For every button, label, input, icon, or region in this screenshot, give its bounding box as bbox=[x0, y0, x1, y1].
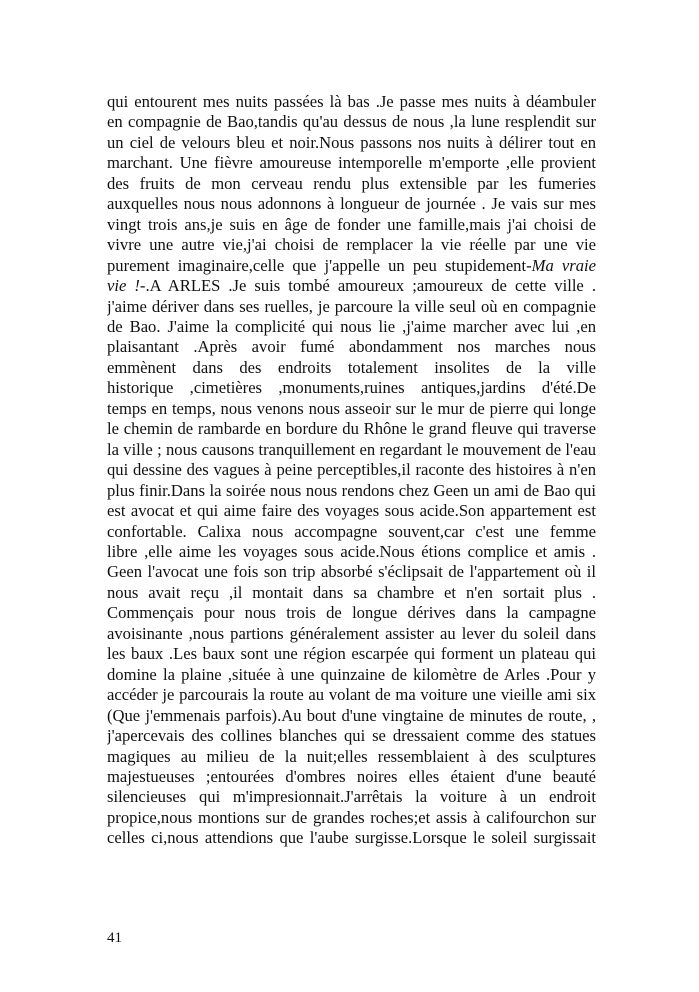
italic-text-segment: Ma vraie bbox=[531, 255, 596, 275]
text-segment: historique ,cimetières ,monuments,ruines antiques,jardins d'été.De bbox=[107, 378, 596, 398]
text-segment: vivre une autre vie,j'ai choisi de remplacer la vie réelle par une vie bbox=[107, 235, 596, 255]
text-line bbox=[107, 767, 596, 787]
text-segment: avoisinante ,nous partions généralement assister au lever du soleil dans bbox=[107, 623, 596, 643]
text-segment: (Que j'emmenais parfois).Au bout d'une vingtaine de minutes de route, , bbox=[107, 705, 596, 725]
text-line bbox=[107, 562, 596, 582]
text-line bbox=[107, 174, 596, 194]
text-segment: silencieuses qui m'impresionnait.J'arrêtais la voiture à un endroit bbox=[107, 787, 596, 807]
text-segment: majestueuses ;entourées d'ombres noires elles étaient d'une beauté bbox=[107, 766, 596, 786]
text-segment: plus finir.Dans la soirée nous nous rendons chez Geen un ami de Bao qui bbox=[107, 480, 596, 500]
text-line bbox=[107, 787, 596, 807]
text-segment: domine la plaine ,située à une quinzaine de kilomètre de Arles .Pour y bbox=[107, 664, 596, 684]
text-line bbox=[107, 297, 596, 317]
text-segment: j'apercevais des collines blanches qui se dressaient comme des statues bbox=[107, 726, 596, 746]
text-segment: propice,nous montions sur de grandes roches;et assis à califourchon sur bbox=[107, 807, 596, 827]
text-line bbox=[107, 215, 596, 235]
text-line bbox=[107, 624, 596, 644]
text-segment: temps en temps, nous venons nous asseoir sur le mur de pierre qui longe bbox=[107, 398, 596, 418]
text-segment: vingt trois ans,je suis en âge de fonder une famille,mais j'ai choisi de bbox=[107, 214, 596, 234]
text-line bbox=[107, 276, 596, 296]
text-line bbox=[107, 337, 596, 357]
text-line bbox=[107, 112, 596, 132]
text-line bbox=[107, 706, 596, 726]
text-line bbox=[107, 644, 596, 664]
page-number: 41 bbox=[107, 930, 122, 946]
text-line bbox=[107, 501, 596, 521]
text-line bbox=[107, 256, 596, 276]
text-segment: marchant. Une fièvre amoureuse intemporelle m'emporte ,elle provient bbox=[107, 153, 596, 173]
text-line bbox=[107, 378, 596, 398]
text-segment: libre ,elle aime les voyages sous acide.Nous étions complice et amis . bbox=[107, 541, 596, 561]
text-segment: en compagnie de Bao,tandis qu'au dessus de nous ,la lune resplendit sur bbox=[107, 112, 596, 132]
text-line bbox=[107, 194, 596, 214]
text-segment: celles ci,nous attendions que l'aube surgisse.Lorsque le soleil surgissait bbox=[107, 828, 596, 848]
text-segment: nous avait reçu ,il montait dans sa chambre et n'en sortait plus . bbox=[107, 582, 596, 602]
text-segment: de Bao. J'aime la complicité qui nous lie ,j'aime marcher avec lui ,en bbox=[107, 316, 596, 336]
text-line bbox=[107, 481, 596, 501]
text-segment: Geen l'avocat une fois son trip absorbé s'éclipsait de l'appartement où il bbox=[107, 562, 596, 582]
page-body-text bbox=[107, 92, 596, 849]
text-segment: des fruits de mon cerveau rendu plus extensible par les fumeries bbox=[107, 173, 596, 193]
text-line bbox=[107, 235, 596, 255]
text-line bbox=[107, 665, 596, 685]
text-line bbox=[107, 399, 596, 419]
text-segment: les baux .Les baux sont une région escarpée qui forment un plateau qui bbox=[107, 644, 596, 664]
text-line bbox=[107, 92, 596, 112]
text-line bbox=[107, 808, 596, 828]
text-line bbox=[107, 317, 596, 337]
text-line bbox=[107, 685, 596, 705]
text-segment: confortable. Calixa nous accompagne souvent,car c'est une femme bbox=[107, 521, 596, 541]
text-line bbox=[107, 133, 596, 153]
text-line bbox=[107, 358, 596, 378]
text-line bbox=[107, 153, 596, 173]
text-segment: accéder je parcourais la route au volant de ma voiture une vieille ami six bbox=[107, 685, 596, 705]
text-segment: j'aime dériver dans ses ruelles, je parcoure la ville seul où en compagnie bbox=[107, 296, 596, 316]
text-line bbox=[107, 828, 596, 848]
text-segment: qui entourent mes nuits passées là bas .Je passe mes nuits à déambuler bbox=[107, 92, 596, 111]
text-segment: la ville ; nous causons tranquillement en regardant le mouvement de l'eau bbox=[107, 439, 596, 459]
text-line bbox=[107, 440, 596, 460]
text-line bbox=[107, 522, 596, 542]
text-segment: le chemin de rambarde en bordure du Rhône le grand fleuve qui traverse bbox=[107, 419, 596, 439]
text-line bbox=[107, 747, 596, 767]
text-line bbox=[107, 419, 596, 439]
text-line bbox=[107, 460, 596, 480]
text-segment: est avocat et qui aime faire des voyages sous acide.Son appartement est bbox=[107, 501, 596, 521]
text-line bbox=[107, 603, 596, 623]
italic-text-segment: vie !- bbox=[107, 276, 146, 296]
text-segment: plaisantant .Après avoir fumé abondamment nos marches nous bbox=[107, 337, 596, 357]
text-segment: .A ARLES .Je suis tombé amoureux ;amoureux de cette ville . bbox=[145, 276, 596, 296]
text-line bbox=[107, 726, 596, 746]
text-segment: Commençais pour nous trois de longue dérives dans la campagne bbox=[107, 603, 596, 623]
text-line bbox=[107, 542, 596, 562]
text-segment: emmènent dans des endroits totalement insolites de la ville bbox=[107, 357, 596, 377]
text-segment: purement imaginaire,celle que j'appelle un peu stupidement- bbox=[107, 255, 532, 275]
text-segment: un ciel de velours bleu et noir.Nous passons nos nuits à délirer tout en bbox=[107, 132, 596, 152]
text-segment: qui dessine des vagues à peine perceptibles,il raconte des histoires à n'en bbox=[107, 460, 596, 480]
text-segment: auxquelles nous nous adonnons à longueur de journée . Je vais sur mes bbox=[107, 194, 596, 214]
text-line bbox=[107, 583, 596, 603]
text-segment: magiques au milieu de la nuit;elles ressemblaient à des sculptures bbox=[107, 746, 596, 766]
